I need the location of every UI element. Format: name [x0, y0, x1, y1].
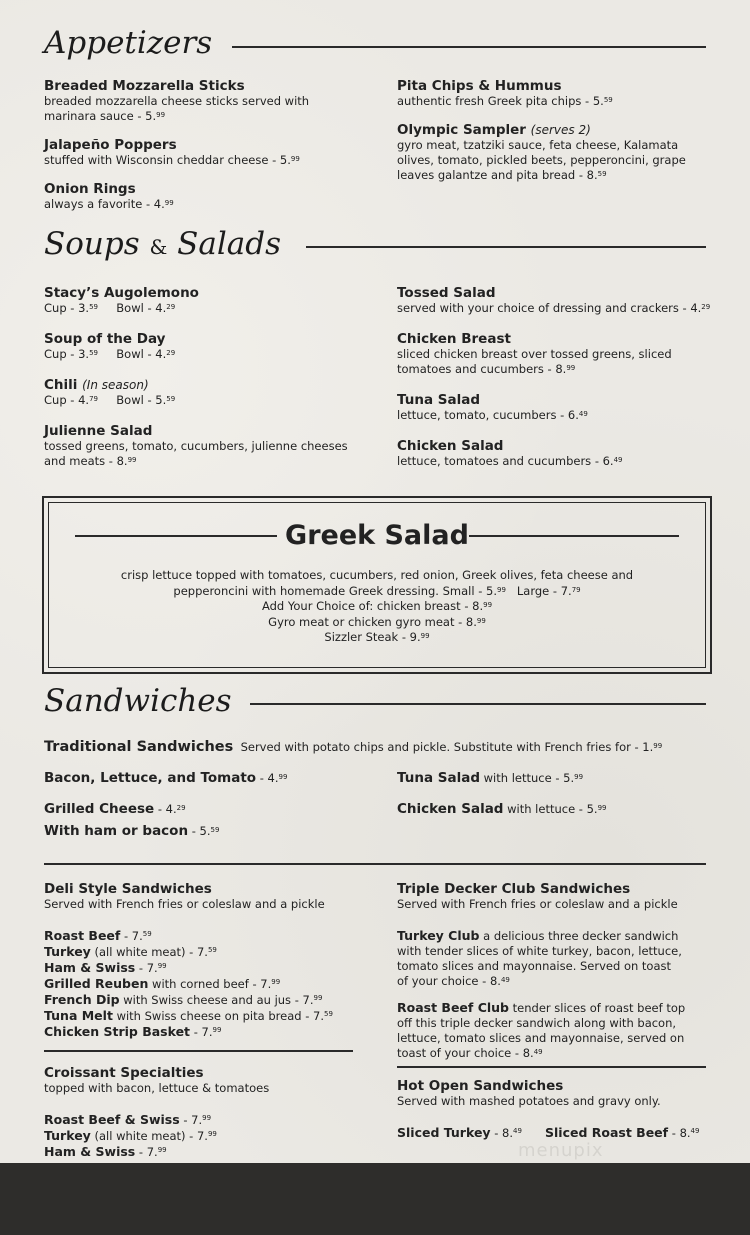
menu-item-chicken-salad — [397, 438, 623, 469]
price-cents: 99 — [290, 155, 300, 163]
triple-decker-club — [397, 881, 678, 912]
sandwiches-divider — [44, 863, 706, 865]
item-name: Chicken Strip Basket — [44, 1024, 191, 1039]
item-price: - 7. — [135, 1145, 158, 1159]
item-name: Grilled Cheese — [44, 801, 155, 817]
price-cents: 99 — [278, 773, 288, 781]
item-name: Triple Decker Club Sandwiches — [397, 881, 631, 897]
price-cents: 59 — [603, 96, 613, 104]
item-desc: gyro meat, tzatziki sauce, feta cheese, Kalamata — [397, 138, 679, 152]
menu-item-soup-of-day — [44, 331, 175, 362]
item-name: Hot Open Sandwiches — [397, 1078, 564, 1094]
price-cents: 59 — [89, 349, 98, 357]
appetizers-title: Appetizers — [44, 25, 213, 61]
croissant-specialties — [44, 1065, 269, 1096]
item-desc: of your choice - 8. — [397, 974, 501, 988]
menu-item-pita — [397, 78, 613, 109]
price-cents: 99 — [566, 364, 576, 372]
price-cents: 59 — [210, 826, 220, 834]
item-note: (In season) — [82, 378, 149, 392]
menu-item-mozzarella — [44, 78, 309, 124]
price-cents: 99 — [313, 994, 323, 1002]
menu-item-augolemono — [44, 285, 199, 316]
price-cents: 49 — [578, 410, 588, 418]
item-name: Soup of the Day — [44, 331, 166, 347]
item-name: Croissant Specialties — [44, 1065, 204, 1081]
cup-price: Cup - 3. — [44, 347, 90, 361]
item-name: Sliced Roast Beef — [545, 1125, 669, 1140]
price-cents: 99 — [653, 742, 663, 750]
menu-item-sliced-roast-beef — [545, 1125, 699, 1141]
item-desc: breaded mozzarella cheese sticks served with — [44, 94, 310, 108]
item-desc: authentic fresh Greek pita chips - 5. — [397, 94, 604, 108]
greek-desc-line: Sizzler Steak - 9. — [324, 630, 421, 644]
item-name: Chicken Salad — [397, 801, 504, 817]
item-price: - 8. — [490, 1126, 514, 1140]
menu-item-chili — [44, 377, 175, 408]
price-cents: 99 — [597, 804, 607, 812]
item-name: Pita Chips & Hummus — [397, 78, 562, 94]
item-name: Turkey — [44, 944, 91, 959]
price-cents: 99 — [420, 632, 430, 640]
price-cents: 59 — [323, 1010, 333, 1018]
price-cents: 99 — [157, 1146, 167, 1154]
greek-salad-box — [42, 496, 712, 674]
item-price: with lettuce - 5. — [503, 802, 598, 816]
item-name: Traditional Sandwiches — [44, 739, 234, 755]
triple-divider — [397, 1066, 706, 1068]
greek-desc-line: Add Your Choice of: chicken breast - 8. — [261, 599, 484, 613]
greek-desc-line: crisp lettuce topped with tomatoes, cucumbers, red onion, Greek olives, feta cheese and — [120, 568, 634, 582]
item-name: Chili — [44, 377, 78, 393]
item-price: with corned beef - 7. — [148, 977, 272, 991]
price-cents: 29 — [176, 804, 186, 812]
item-price: with lettuce - 5. — [480, 771, 575, 785]
item-price: - 7. — [179, 1113, 203, 1127]
cup-price: Cup - 4. — [44, 393, 90, 407]
price-cents: 99 — [207, 1130, 217, 1138]
greek-salad-desc — [44, 568, 710, 646]
item-desc: always a favorite - 4. — [44, 197, 165, 211]
item-name: Roast Beef Club — [397, 1000, 509, 1015]
item-desc: lettuce, tomatoes and cucumbers - 6. — [397, 454, 614, 468]
item-name: Deli Style Sandwiches — [44, 881, 212, 897]
item-name: Ham & Swiss — [44, 1144, 136, 1159]
item-desc: Served with potato chips and pickle. Substitute with French fries for - 1. — [240, 740, 654, 754]
item-name: Tuna Salad — [397, 392, 480, 408]
menu-item-grilled-cheese — [44, 802, 186, 817]
price-cents: 79 — [89, 395, 98, 403]
item-desc: leaves galantze and pita bread - 8. — [397, 168, 598, 182]
menu-item-onion-rings — [44, 181, 174, 212]
traditional-sandwiches — [44, 740, 662, 755]
item-note: (serves 2) — [530, 123, 591, 137]
item-name: Tuna Melt — [44, 1008, 113, 1023]
menu-item-olympic-sampler — [397, 122, 686, 183]
price-cents: 59 — [142, 930, 152, 938]
menu-item-sliced-turkey — [397, 1125, 522, 1141]
item-desc: tossed greens, tomato, cucumbers, julienne cheeses — [44, 439, 348, 453]
price-cents: 99 — [483, 601, 493, 609]
item-price: - 4. — [154, 802, 177, 816]
item-desc: with tender slices of white turkey, bacon, lettuce, — [397, 944, 682, 958]
item-desc: tomatoes and cucumbers - 8. — [397, 362, 567, 376]
price-cents: 99 — [157, 962, 167, 970]
item-name: Stacy’s Augolemono — [44, 285, 199, 301]
appetizers-rule — [232, 46, 706, 48]
item-desc: Served with French fries or coleslaw and a pickle — [44, 897, 325, 911]
title-amp: & — [149, 235, 168, 259]
menu-item-turkey-club — [397, 928, 682, 989]
item-name: Sliced Turkey — [397, 1125, 491, 1140]
price-cents: 99 — [202, 1114, 212, 1122]
price-cents: 29 — [701, 303, 711, 311]
bowl-price: Bowl - 4. — [116, 347, 167, 361]
price-cents: 99 — [127, 456, 137, 464]
item-price: with Swiss cheese and au jus - 7. — [119, 993, 314, 1007]
item-name: Jalapeño Poppers — [44, 137, 177, 153]
item-desc: stuffed with Wisconsin cheddar cheese - 5. — [44, 153, 291, 167]
item-name: Breaded Mozzarella Sticks — [44, 78, 245, 94]
price-cents: 49 — [513, 1127, 522, 1135]
item-desc: Served with mashed potatoes and gravy only. — [397, 1094, 661, 1108]
title-part: Soups — [44, 226, 140, 262]
price-cents: 59 — [207, 946, 217, 954]
price-cents: 29 — [166, 303, 176, 311]
item-price: - 4. — [256, 771, 279, 785]
item-price: - 5. — [188, 824, 211, 838]
item-desc: tomato slices and mayonnaise. Served on toast — [397, 959, 672, 973]
price-cents: 99 — [156, 111, 166, 119]
deli-divider — [44, 1050, 353, 1052]
item-desc: and meats - 8. — [44, 454, 128, 468]
item-price: (all white meat) - 7. — [90, 945, 208, 959]
bowl-price: Bowl - 5. — [116, 393, 167, 407]
price-cents: 99 — [271, 978, 281, 986]
croissant-list — [44, 1112, 217, 1160]
item-desc: a delicious three decker sandwich — [479, 929, 679, 943]
price-cents: 59 — [89, 303, 98, 311]
item-name: Olympic Sampler — [397, 122, 526, 138]
watermark: menupix — [518, 1140, 604, 1161]
greek-desc-line: Large - 7. — [505, 583, 572, 598]
item-price: with Swiss cheese on pita bread - 7. — [112, 1009, 324, 1023]
menu-item-chicken-breast — [397, 331, 672, 377]
item-price: - 7. — [190, 1025, 213, 1039]
item-name: Tuna Salad — [397, 770, 480, 786]
price-cents: 99 — [476, 616, 486, 625]
item-name: Chicken Breast — [397, 331, 511, 347]
item-price: - 8. — [668, 1126, 691, 1140]
bowl-price: Bowl - 4. — [116, 301, 167, 315]
menu-item-tuna-sandwich — [397, 771, 583, 786]
menu-item-blt — [44, 771, 287, 786]
price-cents: 59 — [597, 170, 607, 178]
item-desc: tender slices of roast beef top — [509, 1001, 686, 1015]
item-name: Ham & Swiss — [44, 960, 136, 975]
item-name: Tossed Salad — [397, 285, 496, 301]
price-cents: 49 — [613, 456, 623, 464]
soups-salads-title — [44, 226, 282, 262]
item-name: Onion Rings — [44, 181, 136, 197]
price-cents: 29 — [166, 349, 176, 357]
menu-item-julienne — [44, 423, 348, 469]
footer-bar — [0, 1163, 750, 1235]
cup-price: Cup - 3. — [44, 301, 90, 315]
item-name: With ham or bacon — [44, 823, 189, 839]
item-name: Bacon, Lettuce, and Tomato — [44, 770, 257, 786]
price-cents: 79 — [571, 585, 581, 594]
price-cents: 99 — [574, 773, 584, 781]
item-desc: olives, tomato, pickled beets, pepperoncini, grape — [397, 153, 686, 167]
deli-list — [44, 928, 333, 1040]
item-name: Grilled Reuben — [44, 976, 149, 991]
price-cents: 59 — [166, 395, 176, 403]
menu-item-tossed-salad — [397, 285, 710, 316]
item-desc: sliced chicken breast over tossed greens, sliced — [397, 347, 672, 361]
greek-salad-title: Greek Salad — [285, 520, 469, 551]
title-part: Salads — [177, 226, 282, 262]
item-desc: Served with French fries or coleslaw and a pickle — [397, 897, 678, 911]
price-cents: 99 — [164, 199, 174, 207]
price-cents: 49 — [690, 1127, 700, 1135]
deli-sandwiches — [44, 881, 325, 912]
item-desc: lettuce, tomato slices and mayonnaise, served on — [397, 1031, 685, 1045]
sandwiches-rule — [250, 703, 706, 705]
item-price: - 7. — [135, 961, 158, 975]
item-name: Turkey — [44, 1128, 91, 1143]
greek-desc-line: Gyro meat or chicken gyro meat - 8. — [268, 614, 477, 629]
item-name: Roast Beef & Swiss — [44, 1112, 180, 1127]
hot-open-sandwiches — [397, 1078, 661, 1109]
item-desc: off this triple decker sandwich along with bacon, — [397, 1016, 677, 1030]
menu-item-jalapeno — [44, 137, 300, 168]
item-desc: toast of your choice - 8. — [397, 1046, 534, 1060]
item-desc: marinara sauce - 5. — [44, 109, 157, 123]
item-name: Roast Beef — [44, 928, 121, 943]
item-name: Turkey Club — [397, 928, 480, 943]
item-desc: served with your choice of dressing and crackers - 4. — [397, 301, 702, 315]
price-cents: 99 — [212, 1026, 222, 1034]
menu-item-ham-bacon — [44, 824, 219, 839]
price-cents: 49 — [533, 1048, 543, 1056]
item-name: Julienne Salad — [44, 423, 153, 439]
price-cents: 49 — [500, 976, 510, 984]
greek-desc-line: pepperoncini with homemade Greek dressing. Small - 5. — [173, 583, 497, 598]
sandwiches-title: Sandwiches — [44, 683, 232, 719]
item-name: French Dip — [44, 992, 120, 1007]
menu-item-tuna-salad — [397, 392, 588, 423]
menu-item-chicken-sandwich — [397, 802, 607, 817]
menu-item-roast-beef-club — [397, 1000, 685, 1061]
item-name: Chicken Salad — [397, 438, 504, 454]
item-price: - 7. — [120, 929, 143, 943]
soups-rule — [306, 246, 706, 248]
item-desc: topped with bacon, lettuce & tomatoes — [44, 1081, 270, 1095]
price-cents: 99 — [497, 585, 506, 594]
item-price: (all white meat) - 7. — [90, 1129, 208, 1143]
item-desc: lettuce, tomato, cucumbers - 6. — [397, 408, 579, 422]
